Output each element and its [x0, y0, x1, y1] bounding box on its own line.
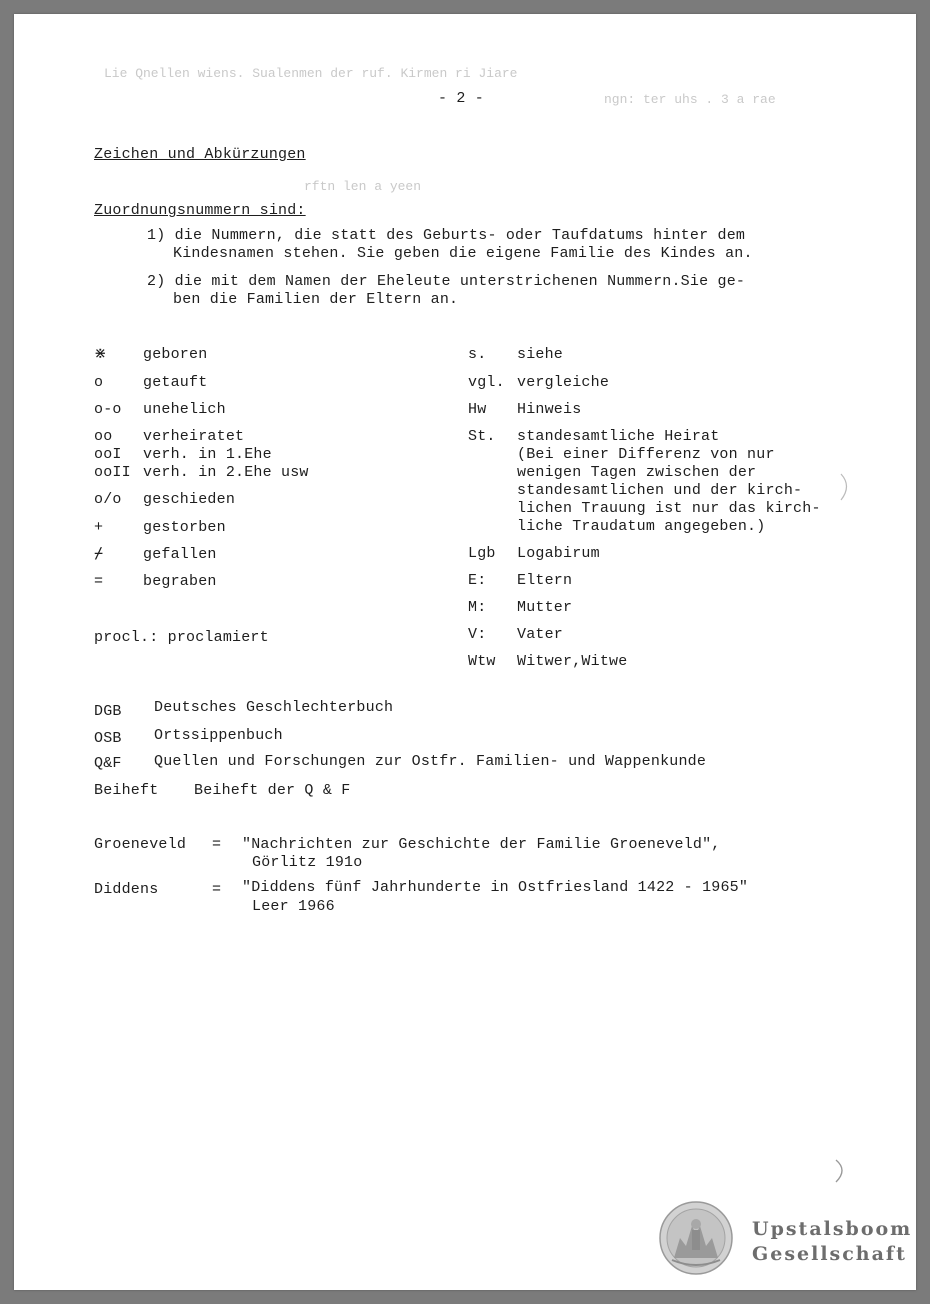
abbr-note-label: Hinweis [517, 401, 582, 418]
scan-mark-icon [832, 1158, 852, 1184]
symbol-illegitimate: o-o [94, 401, 122, 418]
ref-groeneveld-place: Görlitz 191o [252, 854, 363, 871]
symbol-buried-label: begraben [143, 573, 217, 590]
ref-diddens-place: Leer 1966 [252, 898, 335, 915]
bleed-through-text: ngn: ter uhs . 3 a rae [604, 92, 776, 107]
logo-line-1: Upstalsboom [752, 1218, 913, 1240]
symbol-married-2-label: verh. in 2.Ehe usw [143, 464, 309, 481]
abbr-qf: Q&F [94, 755, 122, 772]
civil-note-line: standesamtlichen und der kirch- [517, 482, 803, 499]
logo-line-2: Gesellschaft [752, 1243, 907, 1265]
abbr-parents-label: Eltern [517, 572, 573, 589]
abbr-osb: OSB [94, 730, 122, 747]
abbr-logabirum-label: Logabirum [517, 545, 600, 562]
symbol-divorced: o/o [94, 491, 122, 508]
ref-diddens-title: "Diddens fünf Jahrhunderte in Ostfriesland 1422 - 1965" [242, 879, 749, 896]
symbol-married: oo [94, 428, 113, 445]
abbr-father-label: Vater [517, 626, 564, 643]
symbol-fallen-label: gefallen [143, 546, 217, 563]
civil-note-line: liche Traudatum angegeben.) [517, 518, 766, 535]
abbr-see-label: siehe [517, 346, 564, 363]
symbol-baptized-label: getauft [143, 374, 208, 391]
abbr-widow-label: Witwer,Witwe [517, 653, 628, 670]
page-number: - 2 - [438, 90, 485, 107]
abbr-beiheft-label: Beiheft der Q & F [194, 782, 351, 799]
bleed-through-text: rftn len a yeen [304, 179, 422, 194]
abbr-civil-label: standesamtliche Heirat [517, 428, 720, 445]
abbr-dgb-label: Deutsches Geschlechterbuch [154, 699, 394, 716]
section-title: Zeichen und Abkürzungen [94, 146, 306, 163]
symbol-died-label: gestorben [143, 519, 226, 536]
symbol-married-1: ooI [94, 446, 122, 463]
ordering-item-2-cont: ben die Familien der Eltern an. [173, 291, 459, 308]
abbr-father: V: [468, 626, 487, 643]
symbol-born-label: geboren [143, 346, 208, 363]
abbr-compare: vgl. [468, 374, 505, 391]
abbr-mother-label: Mutter [517, 599, 573, 616]
abbr-logabirum: Lgb [468, 545, 496, 562]
ref-diddens-equals: = [212, 881, 222, 898]
civil-note-line: wenigen Tagen zwischen der [517, 464, 757, 481]
symbol-divorced-label: geschieden [143, 491, 236, 508]
symbol-baptized: o [94, 374, 104, 391]
symbol-married-1-label: verh. in 1.Ehe [143, 446, 272, 463]
ordering-title: Zuordnungsnummern sind: [94, 202, 306, 219]
ref-diddens: Diddens [94, 881, 159, 898]
ordering-item-1: 1) die Nummern, die statt des Geburts- oder Taufdatums hinter dem [147, 227, 746, 244]
abbr-beiheft: Beiheft [94, 782, 159, 799]
abbr-qf-label: Quellen und Forschungen zur Ostfr. Familien- und Wappenkunde [154, 753, 707, 770]
symbol-died: + [94, 519, 104, 536]
scan-mark-icon [838, 472, 854, 502]
logo-text [752, 1217, 912, 1267]
abbr-civil: St. [468, 428, 496, 445]
symbol-buried: = [94, 573, 104, 590]
seal-icon [658, 1200, 734, 1276]
symbol-married-label: verheiratet [143, 428, 245, 445]
civil-note-line: (Bei einer Differenz von nur [517, 446, 775, 463]
abbr-parents: E: [468, 572, 487, 589]
ordering-item-1-cont: Kindesnamen stehen. Sie geben die eigene Familie des Kindes an. [173, 245, 753, 262]
symbol-born: ⋇ [94, 346, 107, 363]
abbr-see: s. [468, 346, 487, 363]
abbr-dgb: DGB [94, 703, 122, 720]
civil-note-line: lichen Trauung ist nur das kirch- [517, 500, 821, 517]
symbol-illegitimate-label: unehelich [143, 401, 226, 418]
ref-groeneveld: Groeneveld [94, 836, 187, 853]
ref-groeneveld-equals: = [212, 836, 222, 853]
procl-entry: procl.: proclamiert [94, 629, 269, 646]
abbr-mother: M: [468, 599, 487, 616]
document-page [14, 14, 916, 1290]
symbol-married-2: ooII [94, 464, 131, 481]
abbr-note: Hw [468, 401, 487, 418]
abbr-compare-label: vergleiche [517, 374, 610, 391]
ref-groeneveld-title: "Nachrichten zur Geschichte der Familie Groeneveld", [242, 836, 721, 853]
abbr-osb-label: Ortssippenbuch [154, 727, 283, 744]
abbr-widow: Wtw [468, 653, 496, 670]
bleed-through-text: Lie Qnellen wiens. Sualenmen der ruf. Kirmen ri Jiare [104, 66, 518, 81]
symbol-fallen: ⌿ [94, 546, 104, 563]
ordering-item-2: 2) die mit dem Namen der Eheleute unterstrichenen Nummern.Sie ge- [147, 273, 746, 290]
